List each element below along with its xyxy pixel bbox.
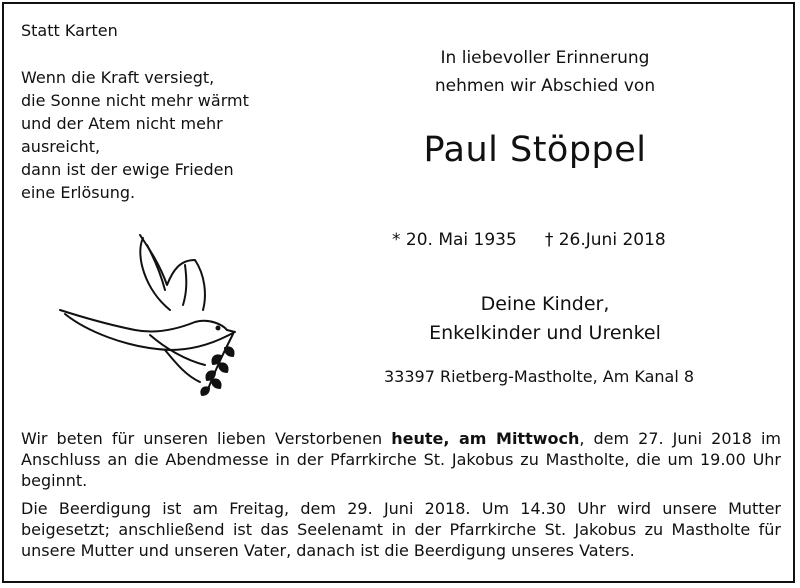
- prayer-notice-text: Wir beten für unseren lieben Verstorbenen: [21, 429, 392, 448]
- poem-line: ausreicht,: [21, 137, 101, 156]
- prayer-notice-text-cont: , dem 27. Juni 2018 im Anschluss an die Abendmesse in der Pfarrkirche St. Jakobus zu Mastholte, die um 19.00 Uhr beginnt.: [21, 429, 781, 490]
- intro-text: [380, 44, 710, 100]
- poem-line: eine Erlösung.: [21, 183, 136, 202]
- poem-line: die Sonne nicht mehr wärmt: [21, 91, 249, 110]
- death-date: † 26.Juni 2018: [544, 230, 666, 250]
- poem: [21, 66, 249, 204]
- poem-line: Wenn die Kraft versiegt,: [21, 68, 215, 87]
- prayer-notice: [21, 428, 781, 491]
- dove-with-olive-branch-icon: [55, 230, 255, 404]
- intro-line-2: nehmen wir Abschied von: [434, 76, 656, 96]
- poem-line: und der Atem nicht mehr: [21, 114, 223, 133]
- mourners: [380, 290, 710, 348]
- poem-line: dann ist der ewige Frieden: [21, 160, 234, 179]
- prayer-notice-highlight: heute, am Mittwoch: [391, 429, 580, 448]
- deceased-name: Paul Stöppel: [423, 130, 647, 170]
- mourners-line-1: Deine Kinder,: [480, 293, 610, 315]
- life-dates: [392, 230, 666, 250]
- address: 33397 Rietberg-Mastholte, Am Kanal 8: [384, 367, 695, 386]
- birth-date: * 20. Mai 1935: [392, 230, 517, 250]
- mourners-line-2: Enkelkinder und Urenkel: [429, 322, 661, 344]
- funeral-notice: Die Beerdigung ist am Freitag, dem 29. Juni 2018. Um 14.30 Uhr wird unsere Mutter beigesetzt; anschließend ist das Seelenamt in der Pfarrkirche St. Jakobus zu Mastholte für unsere Mutter und unseren Vater, danach ist die Beerdigung unseres Vaters.: [21, 499, 781, 560]
- statt-karten-note: Statt Karten: [21, 21, 118, 40]
- intro-line-1: In liebevoller Erinnerung: [440, 48, 650, 68]
